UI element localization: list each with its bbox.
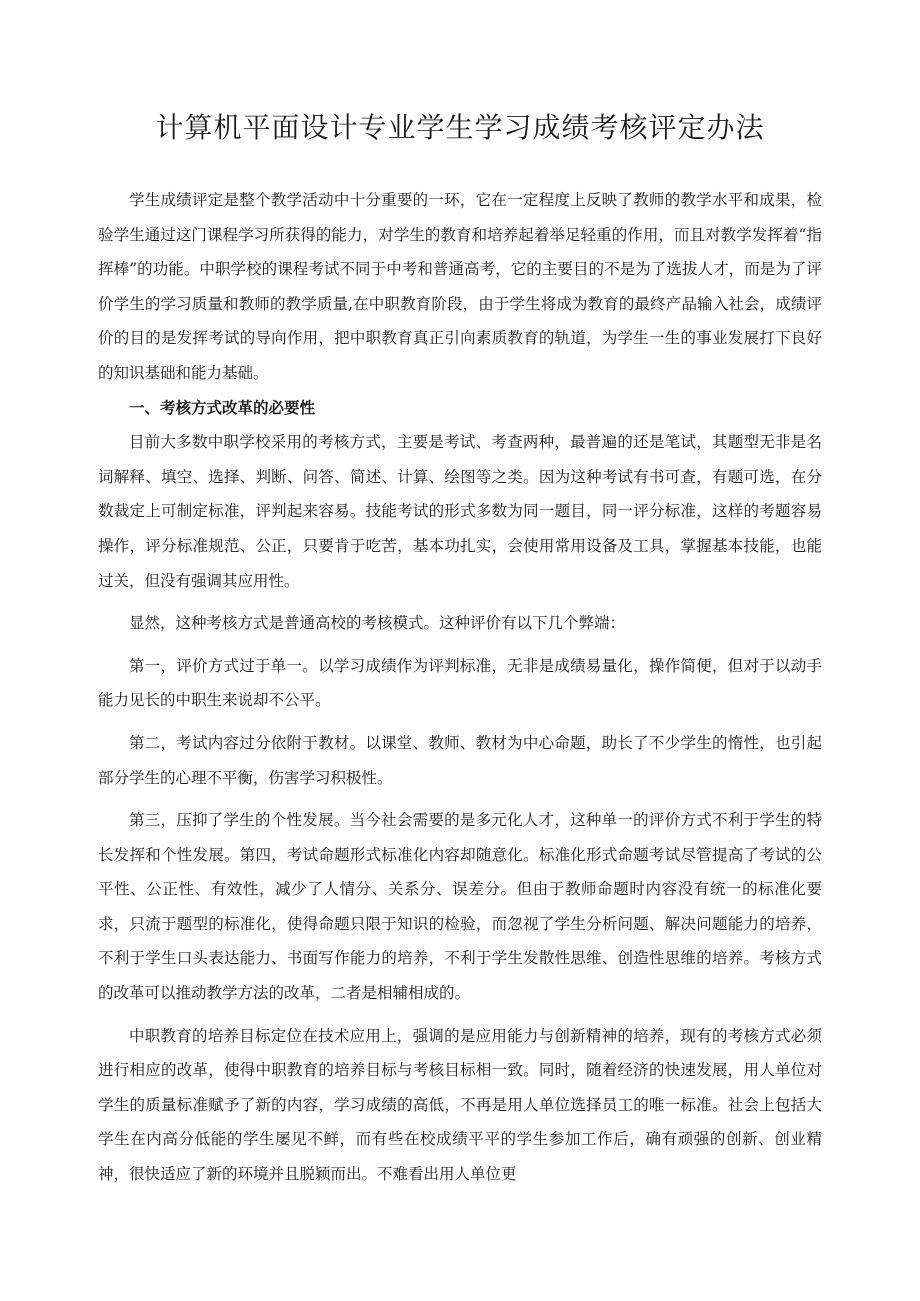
document-page [98, 0, 822, 1192]
document-body [98, 183, 822, 1192]
intro-paragraph: 学生成绩评定是整个教学活动中十分重要的一环，它在一定程度上反映了教师的教学水平和成果，检验学生通过这门课程学习所获得的能力，对学生的教育和培养起着举足轻重的作用，而且对教学发挥着“指挥棒”的功能。中职学校的课程考试不同于中考和普通高考，它的主要目的不是为了选拔人才，而是为了评价学生的学习质量和教师的教学质量,在中职教育阶段，由于学生将成为教育的最终产品输入社会，成绩评价的目的是发挥考试的导向作用，把中职教育真正引向素质教育的轨道，为学生一生的事业发展打下良好的知识基础和能力基础。 [98, 191, 822, 382]
paragraph-drawback-2: 第二，考试内容过分依附于教材。以课堂、教师、教材为中心命题，助长了不少学生的惰性，也引起部分学生的心理不平衡，伤害学习积极性。 [98, 733, 822, 787]
paragraph-drawback-3-4: 第三，压抑了学生的个性发展。当今社会需要的是多元化人才，这种单一的评价方式不利于学生的特长发挥和个性发展。第四，考试命题形式标准化内容却随意化。标准化形式命题考试尽管提高了考试的公平性、公正性、有效性，减少了人情分、关系分、误差分。但由于教师命题时内容没有统一的标准化要求，只流于题型的标准化，使得命题只限于知识的检验，而忽视了学生分析问题、解决问题能力的培养，不利于学生口头表达能力、书面写作能力的培养，不利于学生发散性思维、创造性思维的培养。考核方式的改革可以推动教学方法的改革，二者是相辅相成的。 [98, 811, 822, 1003]
section-heading-1: 一、考核方式改革的必要性 [129, 398, 316, 417]
document-title: 计算机平面设计专业学生学习成绩考核评定办法 [155, 111, 765, 144]
paragraph-current-methods: 目前大多数中职学校采用的考核方式，主要是考试、考查两种，最普遍的还是笔试，其题型无非是名词解释、填空、选择、判断、问答、简述、计算、绘图等之类。因为这种考试有书可查，有题可选，在分数裁定上可制定标准，评判起来容易。技能考试的形式多数为同一题目，同一评分标准，这样的考题容易操作，评分标准规范、公正，只要肯于吃苦，基本功扎实，会使用常用设备及工具，掌握基本技能，也能过关，但没有强调其应用性。 [98, 433, 822, 590]
paragraph-training-goals: 中职教育的培养目标定位在技术应用上，强调的是应用能力与创新精神的培养，现有的考核方式必须进行相应的改革，使得中职教育的培养目标与考核目标相一致。同时，随着经济的快速发展，用人单位对学生的质量标准赋予了新的内容，学习成绩的高低，不再是用人单位选择员工的唯一标准。社会上包括大学生在内高分低能的学生屡见不鲜，而有些在校成绩平平的学生参加工作后，确有顽强的创新、创业精神，很快适应了新的环境并且脱颖而出。不难看出用人单位更 [98, 1026, 822, 1184]
paragraph-drawbacks-intro: 显然，这种考核方式是普通高校的考核模式。这种评价有以下几个弊端： [129, 614, 626, 633]
paragraph-drawback-1: 第一，评价方式过于单一。以学习成绩作为评判标准，无非是成绩易量化，操作简便，但对于以动手能力见长的中职生来说却不公平。 [98, 656, 822, 710]
